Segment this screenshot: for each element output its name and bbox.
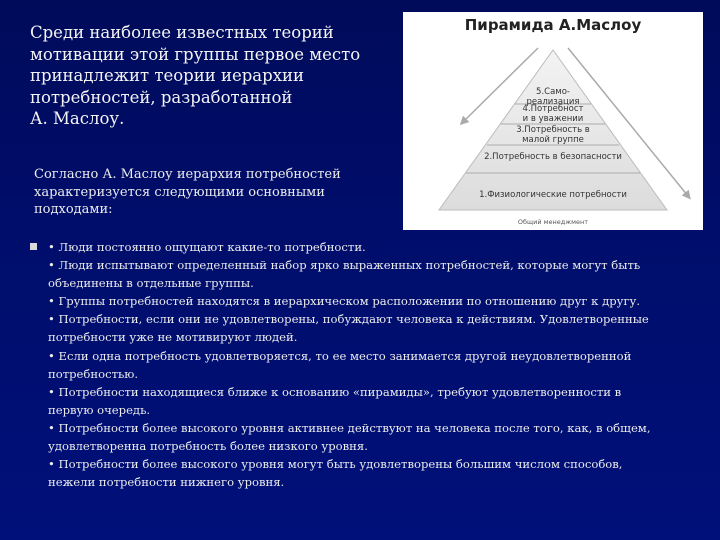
subtitle-line: Согласно А. Маслоу иерархия потребностей (34, 167, 341, 182)
list-line: нежели потребности нижнего уровня. (48, 475, 285, 490)
pyramid-title: Пирамида А.Маслоу (464, 16, 642, 34)
list-line: • Потребности более высокого уровня активнее действуют на человека после того, как, в общем, (48, 420, 651, 435)
list-line: • Если одна потребность удовлетворяется, то ее место занимается другой неудовлетворенной (48, 348, 632, 363)
pyramid-level-4: 4.Потребност и в уважении (522, 104, 584, 124)
maslow-pyramid-figure (403, 12, 703, 230)
intro-text (30, 22, 380, 130)
list-line: • Потребности более высокого уровня могут быть удовлетворены большим числом способов, (48, 457, 623, 472)
list-line: первую очередь. (48, 402, 151, 417)
list-line: • Потребности находящиеся ближе к основанию «пирамиды», требуют удовлетворенности в (48, 384, 622, 399)
approaches-intro (34, 166, 384, 219)
pyramid-level-3: 3.Потребность в малой группе (516, 125, 590, 145)
intro-line: Среди наиболее известных теорий (30, 23, 334, 42)
list-line: потребностью. (48, 366, 139, 381)
intro-line: потребностей, разработанной (30, 87, 293, 107)
subtitle-line: подходами: (34, 202, 113, 217)
pyramid-level-5: 5.Само- реализация (526, 87, 580, 107)
list-line: • Люди испытывают определенный набор ярко выраженных потребностей, которые могут быть (48, 258, 641, 273)
approaches-list (48, 238, 698, 491)
list-line: потребности уже не мотивируют людей. (48, 330, 298, 345)
pyramid-level-2: 2.Потребность в безопасности (484, 152, 622, 162)
list-line: • Группы потребностей находятся в иерархическом расположении по отношению друг к другу. (48, 294, 641, 309)
list-line: • Потребности, если они не удовлетворены, побуждают человека к действиям. Удовлетворенные (48, 312, 649, 327)
intro-line: принадлежит теории иерархии (30, 66, 304, 85)
intro-line: мотивации этой группы первое место (30, 44, 361, 64)
subtitle-line: характеризуется следующими основными (34, 184, 325, 200)
bullet-square-icon (30, 243, 37, 250)
pyramid-level-1: 1.Физиологические потребности (479, 190, 627, 200)
list-line: объединены в отдельные группы. (48, 276, 254, 291)
figure-caption: Общий менеджмент (517, 218, 589, 226)
intro-line: А. Маслоу. (30, 109, 125, 128)
list-line: удовлетворенна потребность более низкого уровня. (48, 439, 368, 454)
list-line: • Люди постоянно ощущают какие-то потребности. (48, 240, 366, 254)
